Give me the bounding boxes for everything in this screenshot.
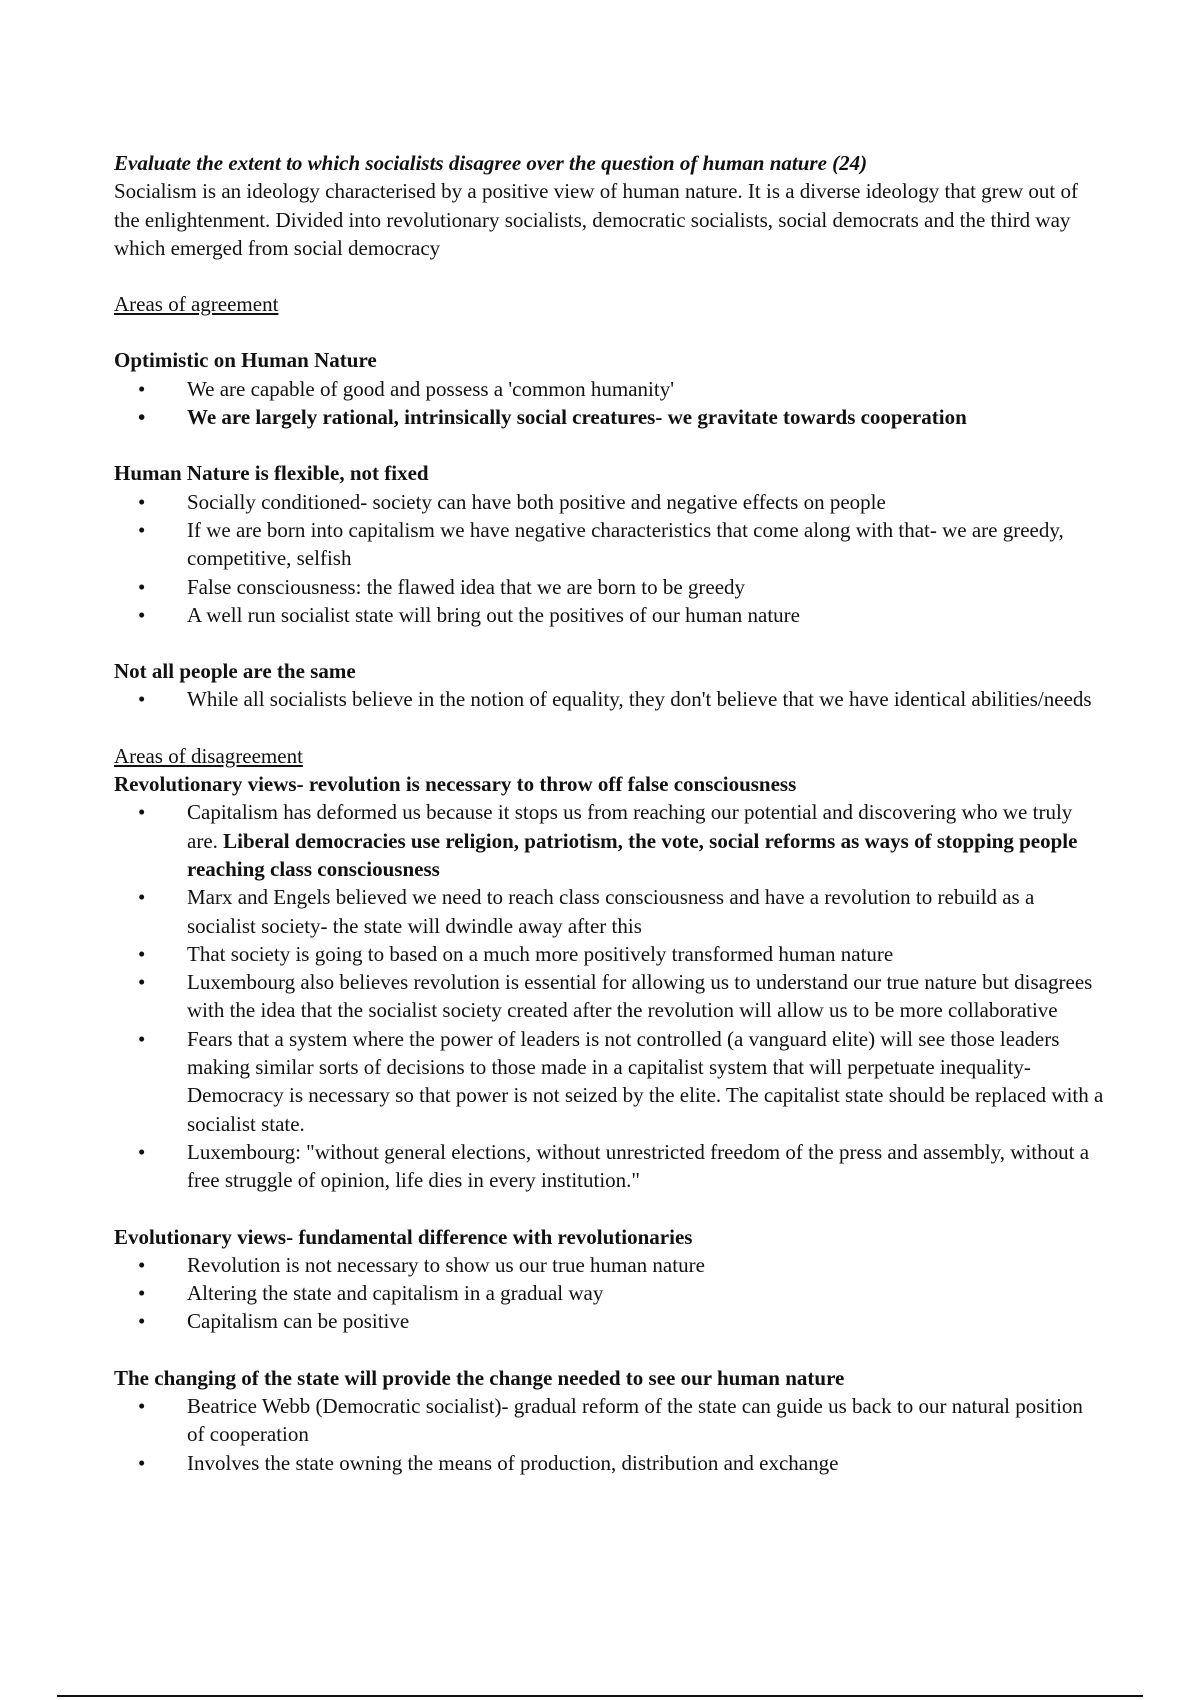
list-item-text: Involves the state owning the means of production, distribution and exchange	[187, 1450, 839, 1475]
list-item-text: While all socialists believe in the notion of equality, they don't believe that we have identical abilities/needs	[187, 687, 1092, 712]
list-item	[114, 375, 1104, 403]
list-item-text: We are capable of good and possess a 'common humanity'	[187, 376, 674, 401]
footer-rule	[57, 1695, 1143, 1697]
bullet-icon: •	[138, 405, 146, 430]
list-item	[114, 1251, 1104, 1279]
list-item-text: A well run socialist state will bring out the positives of our human nature	[187, 602, 800, 627]
bullet-icon: •	[138, 376, 146, 401]
list-not-same	[114, 685, 1104, 713]
list-item-bold-text: Liberal democracies use religion, patriotism, the vote, social reforms as ways of stopping people reaching class consciousness	[187, 828, 1078, 881]
list-item-text: We are largely rational, intrinsically social creatures- we gravitate towards cooperation	[187, 405, 967, 430]
list-item	[114, 1307, 1104, 1335]
list-evolutionary	[114, 1251, 1104, 1336]
list-item-text: Marx and Engels believed we need to reach class consciousness and have a revolution to rebuild as a socialist society- the state will dwindle away after this	[187, 885, 1035, 938]
list-item	[114, 573, 1104, 601]
bullet-icon: •	[138, 1281, 146, 1306]
list-item	[114, 1279, 1104, 1307]
heading-optimistic: Optimistic on Human Nature	[114, 348, 377, 373]
bullet-icon: •	[138, 1252, 146, 1277]
heading-evolutionary: Evolutionary views- fundamental difference with revolutionaries	[114, 1224, 693, 1249]
bullet-icon: •	[138, 1450, 146, 1475]
bullet-icon: •	[138, 1309, 146, 1334]
heading-revolutionary: Revolutionary views- revolution is necessary to throw off false consciousness	[114, 772, 797, 797]
list-item-text: Capitalism has deformed us because it stops us from reaching our potential and discovering who we truly are.	[187, 800, 1073, 853]
list-item	[114, 798, 1104, 883]
list-item-text: Beatrice Webb (Democratic socialist)- gradual reform of the state can guide us back to our natural position of cooperation	[187, 1393, 1083, 1447]
bullet-icon: •	[138, 1026, 146, 1051]
document-page	[114, 149, 1104, 1505]
bullet-icon: •	[138, 1139, 146, 1164]
list-item-text: If we are born into capitalism we have negative characteristics that come along with that- we are greedy, competitive, selfish	[187, 517, 1064, 571]
bullet-icon: •	[138, 885, 146, 910]
list-item	[114, 1138, 1104, 1195]
list-optimistic	[114, 375, 1104, 432]
list-item	[114, 883, 1104, 940]
bullet-icon: •	[138, 970, 146, 995]
list-item	[114, 1449, 1104, 1477]
list-item	[114, 516, 1104, 573]
bullet-icon: •	[138, 941, 146, 966]
essay-title: Evaluate the extent to which socialists disagree over the question of human nature (24)	[114, 151, 868, 175]
heading-not-same: Not all people are the same	[114, 659, 356, 684]
bullet-icon: •	[138, 574, 146, 599]
section-label-disagreement: Areas of disagreement	[114, 743, 303, 768]
list-state-change	[114, 1392, 1104, 1477]
list-item	[114, 1392, 1104, 1449]
bullet-icon: •	[138, 800, 146, 825]
list-item-text: That society is going to based on a much more positively transformed human nature	[187, 941, 894, 966]
list-item	[114, 940, 1104, 968]
list-item	[114, 488, 1104, 516]
section-label-agreement: Areas of agreement	[114, 292, 279, 317]
list-item-text: Luxembourg also believes revolution is essential for allowing us to understand our true nature but disagrees with the idea that the socialist society created after the revolution will allow us to be more collaborative	[187, 970, 1093, 1023]
intro-paragraph: Socialism is an ideology characterised by a positive view of human nature. It is a diverse ideology that grew out of the enlightenment. Divided into revolutionary socialists, democratic socialists, social democrats and the third way which emerged from social democracy	[114, 179, 1078, 260]
list-item-text: Capitalism can be positive	[187, 1309, 410, 1334]
list-item-text: Altering the state and capitalism in a gradual way	[187, 1281, 604, 1306]
bullet-icon: •	[138, 517, 146, 542]
bullet-icon: •	[138, 687, 146, 712]
list-item-text: False consciousness: the flawed idea that we are born to be greedy	[187, 574, 746, 599]
list-item-text: Socially conditioned- society can have both positive and negative effects on people	[187, 489, 886, 514]
heading-flexible: Human Nature is flexible, not fixed	[114, 461, 429, 486]
list-item-text: Revolution is not necessary to show us our true human nature	[187, 1252, 705, 1277]
list-item	[114, 685, 1104, 713]
list-item	[114, 403, 1104, 431]
list-item-text: Luxembourg: "without general elections, without unrestricted freedom of the press and assembly, without a free struggle of opinion, life dies in every institution."	[187, 1139, 1090, 1193]
list-item	[114, 1025, 1104, 1138]
list-item-text: Fears that a system where the power of leaders is not controlled (a vanguard elite) will see those leaders making similar sorts of decisions to those made in a capitalist system that will perpetuate inequality- Democracy is necessary so that power is not seized by the elite. The capitalist state should be replaced with a socialist state.	[187, 1026, 1104, 1136]
heading-state-change: The changing of the state will provide the change needed to see our human nature	[114, 1365, 845, 1390]
list-item	[114, 601, 1104, 629]
bullet-icon: •	[138, 1393, 146, 1418]
bullet-icon: •	[138, 602, 146, 627]
list-flexible	[114, 488, 1104, 629]
list-item	[114, 968, 1104, 1025]
bullet-icon: •	[138, 489, 146, 514]
list-revolutionary	[114, 798, 1104, 1194]
